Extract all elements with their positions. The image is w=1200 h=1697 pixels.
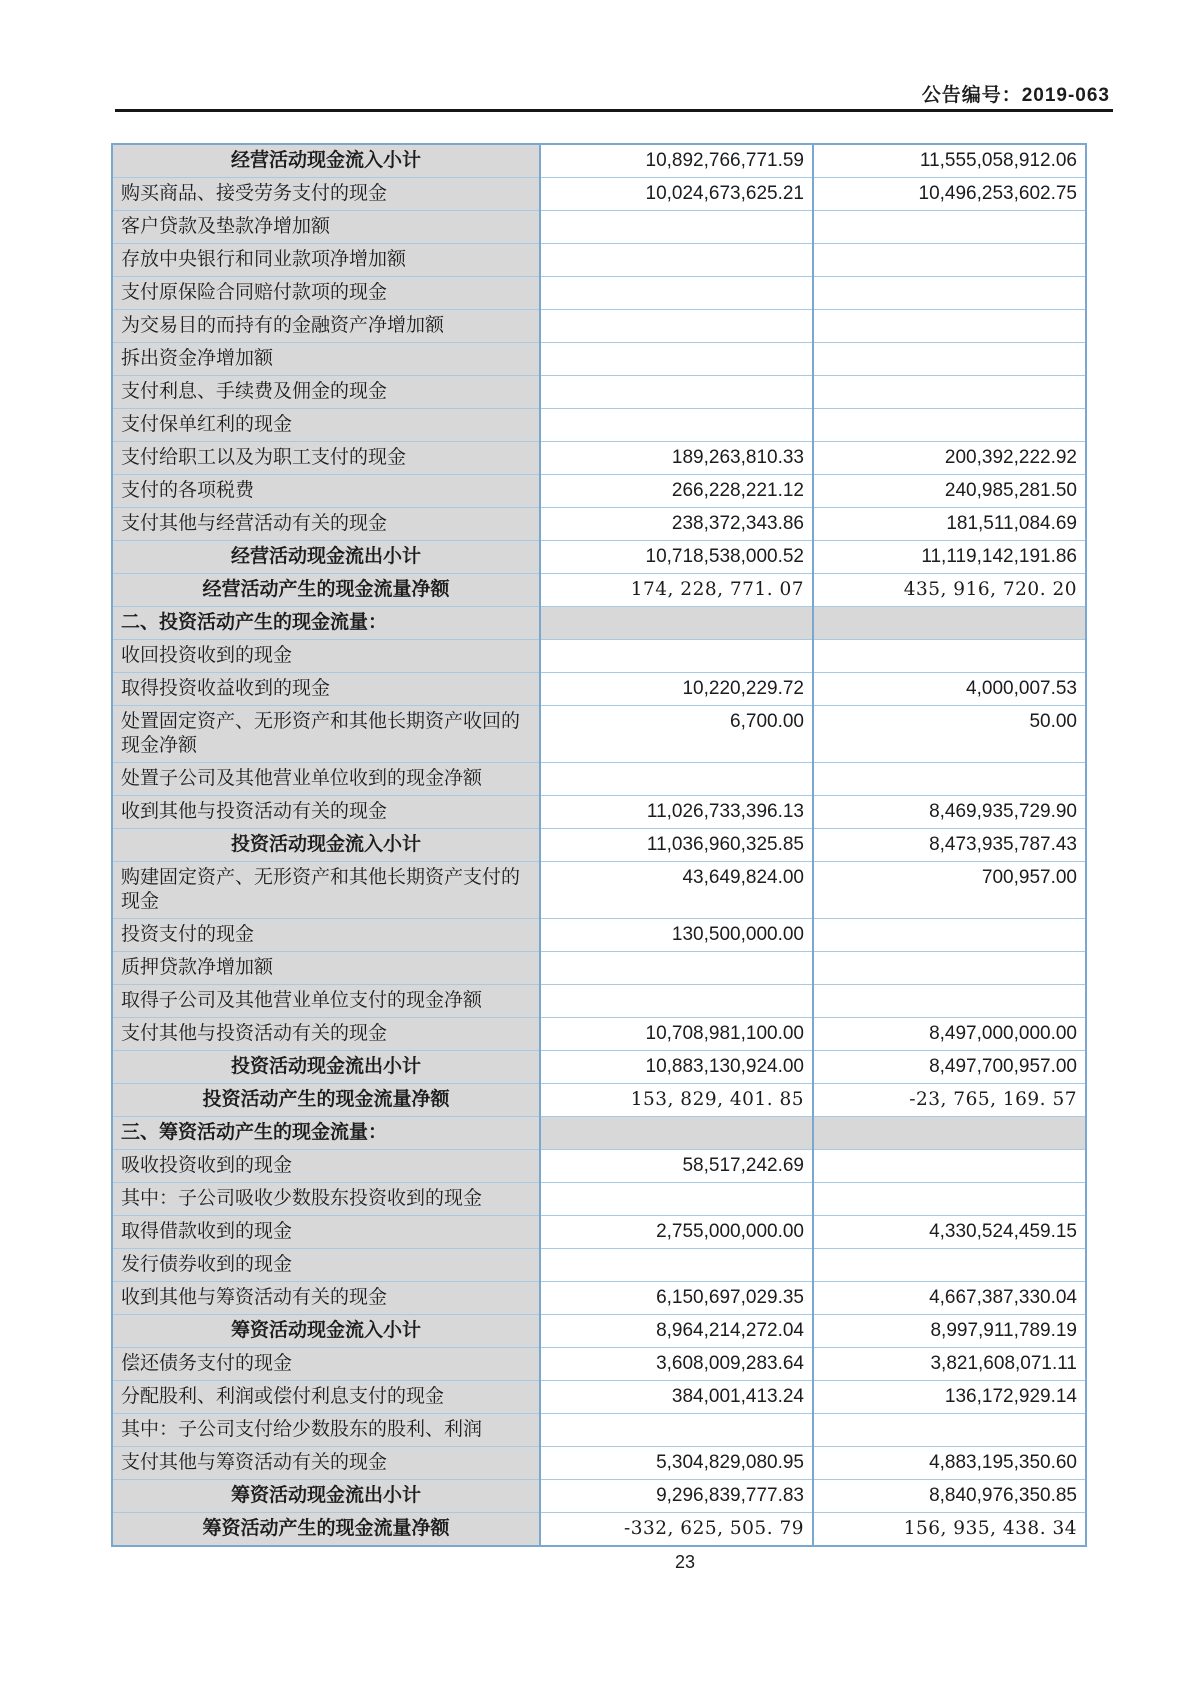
value-prior-period: 8,473,935,787.43	[813, 829, 1086, 862]
row-label: 处置子公司及其他营业单位收到的现金净额	[112, 763, 540, 796]
row-label: 取得借款收到的现金	[112, 1216, 540, 1249]
table-row	[112, 1348, 1086, 1381]
table-row	[112, 829, 1086, 862]
value-current-period: 58,517,242.69	[540, 1150, 813, 1183]
value-prior-period	[813, 211, 1086, 244]
value-current-period	[540, 376, 813, 409]
value-current-period: 43,649,824.00	[540, 862, 813, 919]
row-label: 筹资活动产生的现金流量净额	[112, 1513, 540, 1547]
value-current-period: 10,892,766,771.59	[540, 144, 813, 178]
page-number: 23	[674, 1552, 696, 1572]
value-prior-period: 4,330,524,459.15	[813, 1216, 1086, 1249]
value-current-period	[540, 952, 813, 985]
table-row	[112, 541, 1086, 574]
value-prior-period: 700,957.00	[813, 862, 1086, 919]
row-label: 经营活动现金流入小计	[112, 144, 540, 178]
table-row	[112, 1249, 1086, 1282]
value-prior-period	[813, 310, 1086, 343]
value-prior-period: 181,511,084.69	[813, 508, 1086, 541]
value-prior-period: 136,172,929.14	[813, 1381, 1086, 1414]
row-label: 支付原保险合同赔付款项的现金	[112, 277, 540, 310]
value-current-period	[540, 1414, 813, 1447]
value-current-period: 6,150,697,029.35	[540, 1282, 813, 1315]
row-label: 投资活动产生的现金流量净额	[112, 1084, 540, 1117]
table-row	[112, 1513, 1086, 1547]
table-row	[112, 1216, 1086, 1249]
row-label: 取得子公司及其他营业单位支付的现金净额	[112, 985, 540, 1018]
value-prior-period	[813, 607, 1086, 640]
table-row	[112, 343, 1086, 376]
value-current-period: 8,964,214,272.04	[540, 1315, 813, 1348]
table-row	[112, 706, 1086, 763]
value-prior-period	[813, 343, 1086, 376]
value-prior-period: 240,985,281.50	[813, 475, 1086, 508]
table-row	[112, 1084, 1086, 1117]
value-current-period	[540, 985, 813, 1018]
row-label: 投资支付的现金	[112, 919, 540, 952]
table-row	[112, 178, 1086, 211]
value-prior-period	[813, 640, 1086, 673]
row-label: 收到其他与投资活动有关的现金	[112, 796, 540, 829]
value-prior-period	[813, 277, 1086, 310]
table-row	[112, 862, 1086, 919]
value-prior-period: 10,496,253,602.75	[813, 178, 1086, 211]
table-row	[112, 508, 1086, 541]
row-label: 筹资活动现金流入小计	[112, 1315, 540, 1348]
value-prior-period: 3,821,608,071.11	[813, 1348, 1086, 1381]
announcement-number: 公告编号：2019-063	[921, 85, 1110, 106]
row-label: 支付其他与筹资活动有关的现金	[112, 1447, 540, 1480]
table-row	[112, 1282, 1086, 1315]
value-prior-period: 8,497,000,000.00	[813, 1018, 1086, 1051]
row-label: 处置固定资产、无形资产和其他长期资产收回的现金净额	[112, 706, 540, 763]
value-current-period	[540, 1183, 813, 1216]
value-current-period: 10,883,130,924.00	[540, 1051, 813, 1084]
value-prior-period: 8,469,935,729.90	[813, 796, 1086, 829]
table-row	[112, 985, 1086, 1018]
value-prior-period: 200,392,222.92	[813, 442, 1086, 475]
row-label: 存放中央银行和同业款项净增加额	[112, 244, 540, 277]
table-row	[112, 796, 1086, 829]
table-row	[112, 1183, 1086, 1216]
row-label: 投资活动现金流入小计	[112, 829, 540, 862]
value-prior-period	[813, 952, 1086, 985]
value-current-period	[540, 310, 813, 343]
value-prior-period: 11,119,142,191.86	[813, 541, 1086, 574]
row-label: 投资活动现金流出小计	[112, 1051, 540, 1084]
value-current-period	[540, 1249, 813, 1282]
value-current-period	[540, 1117, 813, 1150]
value-current-period: 174, 228, 771. 07	[540, 574, 813, 607]
value-current-period: 5,304,829,080.95	[540, 1447, 813, 1480]
row-label: 购买商品、接受劳务支付的现金	[112, 178, 540, 211]
table-row	[112, 1051, 1086, 1084]
header-rule	[115, 109, 1113, 112]
row-label: 收到其他与筹资活动有关的现金	[112, 1282, 540, 1315]
table-row	[112, 1315, 1086, 1348]
table-row	[112, 475, 1086, 508]
value-prior-period	[813, 244, 1086, 277]
value-prior-period	[813, 409, 1086, 442]
value-current-period: 10,024,673,625.21	[540, 178, 813, 211]
row-label: 经营活动产生的现金流量净额	[112, 574, 540, 607]
value-prior-period: 4,883,195,350.60	[813, 1447, 1086, 1480]
value-current-period	[540, 244, 813, 277]
value-current-period: 238,372,343.86	[540, 508, 813, 541]
value-current-period	[540, 607, 813, 640]
table-row	[112, 310, 1086, 343]
row-label: 取得投资收益收到的现金	[112, 673, 540, 706]
row-label: 客户贷款及垫款净增加额	[112, 211, 540, 244]
value-prior-period	[813, 763, 1086, 796]
value-prior-period	[813, 376, 1086, 409]
row-label: 支付其他与投资活动有关的现金	[112, 1018, 540, 1051]
row-label: 支付利息、手续费及佣金的现金	[112, 376, 540, 409]
row-label: 支付保单红利的现金	[112, 409, 540, 442]
row-label: 支付其他与经营活动有关的现金	[112, 508, 540, 541]
row-label: 筹资活动现金流出小计	[112, 1480, 540, 1513]
value-prior-period	[813, 985, 1086, 1018]
table-row	[112, 763, 1086, 796]
value-current-period: 11,026,733,396.13	[540, 796, 813, 829]
table-row	[112, 244, 1086, 277]
table-row	[112, 673, 1086, 706]
value-current-period: 11,036,960,325.85	[540, 829, 813, 862]
row-label: 吸收投资收到的现金	[112, 1150, 540, 1183]
row-label: 拆出资金净增加额	[112, 343, 540, 376]
value-current-period: -332, 625, 505. 79	[540, 1513, 813, 1547]
value-current-period: 153, 829, 401. 85	[540, 1084, 813, 1117]
row-label: 二、投资活动产生的现金流量：	[112, 607, 540, 640]
table-row	[112, 277, 1086, 310]
table-row	[112, 1018, 1086, 1051]
row-label: 发行债券收到的现金	[112, 1249, 540, 1282]
table-row	[112, 211, 1086, 244]
cash-flow-table-body	[112, 144, 1086, 1546]
table-row	[112, 574, 1086, 607]
table-row	[112, 1117, 1086, 1150]
value-prior-period: 435, 916, 720. 20	[813, 574, 1086, 607]
table-row	[112, 1447, 1086, 1480]
value-prior-period: 8,840,976,350.85	[813, 1480, 1086, 1513]
row-label: 分配股利、利润或偿付利息支付的现金	[112, 1381, 540, 1414]
cash-flow-table	[111, 143, 1087, 1547]
value-prior-period: -23, 765, 169. 57	[813, 1084, 1086, 1117]
value-prior-period	[813, 1249, 1086, 1282]
table-row	[112, 1150, 1086, 1183]
row-label: 三、筹资活动产生的现金流量：	[112, 1117, 540, 1150]
value-prior-period: 156, 935, 438. 34	[813, 1513, 1086, 1547]
value-prior-period	[813, 1414, 1086, 1447]
table-row	[112, 1414, 1086, 1447]
table-row	[112, 376, 1086, 409]
value-current-period: 130,500,000.00	[540, 919, 813, 952]
value-current-period: 266,228,221.12	[540, 475, 813, 508]
table-row	[112, 607, 1086, 640]
value-prior-period: 4,667,387,330.04	[813, 1282, 1086, 1315]
table-row	[112, 144, 1086, 178]
value-current-period	[540, 640, 813, 673]
table-row	[112, 952, 1086, 985]
row-label: 经营活动现金流出小计	[112, 541, 540, 574]
table-row	[112, 409, 1086, 442]
value-current-period: 2,755,000,000.00	[540, 1216, 813, 1249]
value-prior-period	[813, 1150, 1086, 1183]
value-current-period: 10,708,981,100.00	[540, 1018, 813, 1051]
value-current-period	[540, 343, 813, 376]
row-label: 购建固定资产、无形资产和其他长期资产支付的现金	[112, 862, 540, 919]
value-current-period: 189,263,810.33	[540, 442, 813, 475]
row-label: 偿还债务支付的现金	[112, 1348, 540, 1381]
row-label: 质押贷款净增加额	[112, 952, 540, 985]
value-prior-period	[813, 1117, 1086, 1150]
table-row	[112, 1480, 1086, 1513]
table-row	[112, 442, 1086, 475]
value-prior-period: 50.00	[813, 706, 1086, 763]
value-current-period	[540, 211, 813, 244]
value-prior-period: 11,555,058,912.06	[813, 144, 1086, 178]
value-current-period	[540, 763, 813, 796]
value-current-period	[540, 277, 813, 310]
value-current-period: 10,718,538,000.52	[540, 541, 813, 574]
row-label: 其中：子公司吸收少数股东投资收到的现金	[112, 1183, 540, 1216]
value-prior-period: 4,000,007.53	[813, 673, 1086, 706]
value-prior-period	[813, 919, 1086, 952]
row-label: 为交易目的而持有的金融资产净增加额	[112, 310, 540, 343]
table-row	[112, 640, 1086, 673]
value-current-period: 384,001,413.24	[540, 1381, 813, 1414]
value-prior-period: 8,497,700,957.00	[813, 1051, 1086, 1084]
value-prior-period	[813, 1183, 1086, 1216]
table-row	[112, 1381, 1086, 1414]
value-prior-period: 8,997,911,789.19	[813, 1315, 1086, 1348]
value-current-period: 10,220,229.72	[540, 673, 813, 706]
row-label: 支付的各项税费	[112, 475, 540, 508]
value-current-period: 6,700.00	[540, 706, 813, 763]
row-label: 收回投资收到的现金	[112, 640, 540, 673]
value-current-period: 3,608,009,283.64	[540, 1348, 813, 1381]
value-current-period: 9,296,839,777.83	[540, 1480, 813, 1513]
table-row	[112, 919, 1086, 952]
row-label: 支付给职工以及为职工支付的现金	[112, 442, 540, 475]
value-current-period	[540, 409, 813, 442]
row-label: 其中：子公司支付给少数股东的股利、利润	[112, 1414, 540, 1447]
